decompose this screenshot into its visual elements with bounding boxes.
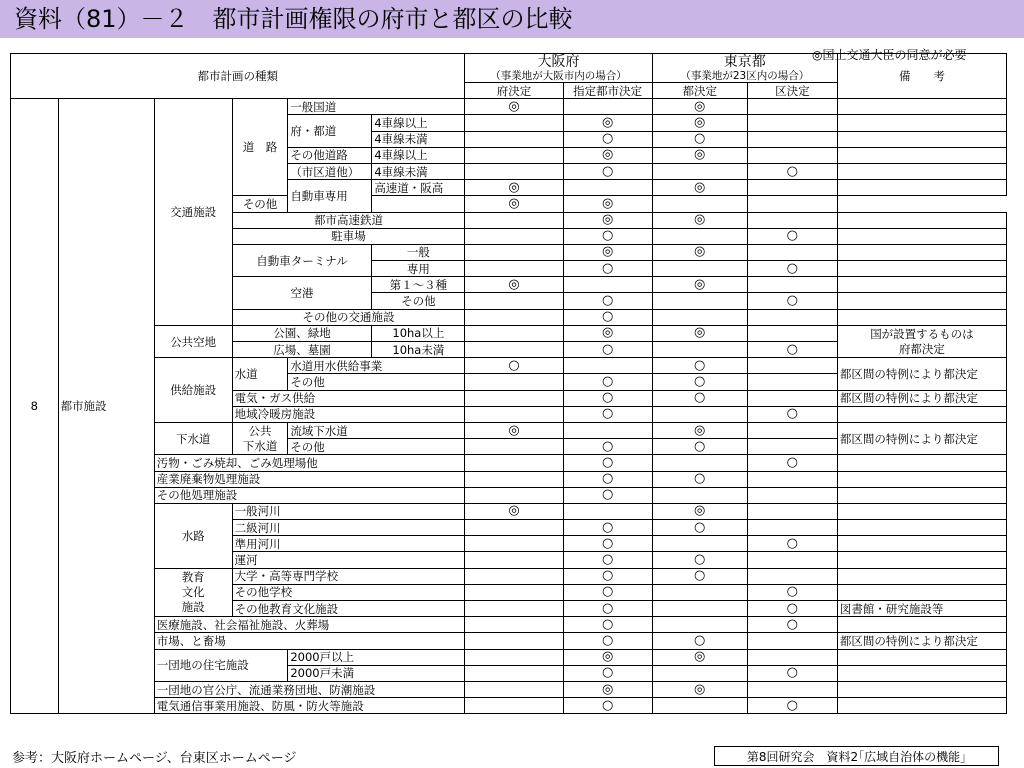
mark-cell (652, 536, 747, 552)
mark-cell (465, 293, 563, 309)
mark-cell (465, 342, 563, 358)
mark-cell: ○ (652, 439, 747, 455)
mark-cell: ◎ (652, 649, 747, 665)
mark-cell (465, 439, 563, 455)
header-osaka-title: 大阪府 (537, 54, 580, 70)
item-label: 一団地の住宅施設 (154, 649, 288, 681)
mark-cell: ○ (563, 520, 652, 536)
mark-cell: ○ (563, 698, 652, 714)
mark-cell (563, 358, 652, 374)
header-fu: 府決定 (465, 83, 563, 99)
mark-cell (563, 99, 652, 115)
mark-cell: ○ (563, 455, 652, 471)
item-sub-label: 4車線以上 (372, 115, 465, 131)
remark-cell (837, 228, 1006, 244)
table-row (11, 633, 1007, 649)
mark-cell: ○ (652, 633, 747, 649)
item-sub-label: 10ha未満 (372, 342, 465, 358)
item-sub-label: その他 (372, 293, 465, 309)
mark-cell: ◎ (652, 325, 747, 341)
remark-cell (837, 568, 1006, 584)
mark-cell: ○ (563, 309, 652, 325)
table-row (11, 358, 1007, 374)
mark-cell (652, 342, 747, 358)
remark-cell: 都区間の特例により都決定 (837, 422, 1006, 454)
comparison-table (10, 53, 1007, 714)
table-row (11, 681, 1007, 697)
category-kotsu: 交通施設 (154, 99, 232, 326)
item-sub-label: その他 (288, 374, 465, 390)
mark-cell: ◎ (652, 115, 747, 131)
mark-cell: ○ (747, 455, 837, 471)
remark-cell (837, 277, 1006, 293)
item-label: 公共 下水道 (232, 422, 288, 454)
mark-cell (652, 455, 747, 471)
mark-cell (465, 115, 563, 131)
mark-cell: ○ (563, 487, 652, 503)
mark-cell (652, 228, 747, 244)
mark-cell: ◎ (563, 244, 652, 260)
remark-cell (837, 536, 1006, 552)
remark-cell (837, 244, 1006, 260)
item-label: 一団地の官公庁、流通業務団地、防潮施設 (154, 681, 465, 697)
item-sub-label: 2000戸以上 (288, 649, 465, 665)
mark-cell (465, 601, 563, 617)
mark-cell (465, 163, 563, 179)
mark-cell (747, 131, 837, 147)
mark-cell: ◎ (652, 99, 747, 115)
table-row (11, 422, 1007, 438)
item-label: 電気・ガス供給 (232, 390, 465, 406)
item-label: 汚物・ごみ焼却、ごみ処理場他 (154, 455, 465, 471)
category-kokyo-kuchi: 公共空地 (154, 325, 232, 357)
item-sub-label: 水道用水供給事業 (288, 358, 465, 374)
table-row (11, 617, 1007, 633)
mark-cell: ○ (563, 439, 652, 455)
item-label: 大学・高等専門学校 (232, 568, 465, 584)
remark-cell (837, 455, 1006, 471)
mark-cell (465, 681, 563, 697)
table-row (11, 471, 1007, 487)
mark-cell: ○ (563, 390, 652, 406)
mark-cell: ◎ (563, 649, 652, 665)
page-title: 資料（81）－２ 都市計画権限の府市と都区の比較 (0, 0, 1024, 38)
remark-cell (837, 147, 1006, 163)
mark-cell (747, 374, 837, 390)
table-row (11, 325, 1007, 341)
mark-cell (563, 503, 652, 519)
mark-cell (465, 617, 563, 633)
header-type: 都市計画の種類 (11, 54, 465, 99)
item-label: 産業廃棄物処理施設 (154, 471, 465, 487)
mark-cell: ○ (747, 617, 837, 633)
remark-cell (837, 471, 1006, 487)
mark-cell (747, 180, 837, 196)
mark-cell (747, 422, 837, 438)
mark-cell: ○ (747, 584, 837, 600)
remark-cell (837, 552, 1006, 568)
item-label: 一般河川 (232, 503, 465, 519)
remark-cell (837, 131, 1006, 147)
mark-cell: ○ (563, 163, 652, 179)
header-to: 都決定 (652, 83, 747, 99)
mark-cell (465, 471, 563, 487)
item-sub-label: その他 (288, 439, 465, 455)
mark-cell (465, 212, 563, 228)
mark-cell: ◎ (465, 503, 563, 519)
mark-cell (465, 374, 563, 390)
mark-cell: ○ (563, 293, 652, 309)
mark-cell (747, 212, 837, 228)
mark-cell (465, 147, 563, 163)
mark-cell (652, 293, 747, 309)
item-label: 電気通信事業用施設、防風・防火等施設 (154, 698, 465, 714)
remark-cell: 国が設置するものは 府都決定 (837, 325, 1006, 357)
mark-cell (652, 617, 747, 633)
item-sub-label: 第１～３種 (372, 277, 465, 293)
mark-cell (747, 520, 837, 536)
header-osaka (465, 54, 652, 83)
mark-cell: ○ (652, 358, 747, 374)
mark-cell: ○ (747, 163, 837, 179)
mark-cell (747, 503, 837, 519)
table-row (11, 99, 1007, 115)
item-label: 公園、緑地 (232, 325, 372, 341)
remark-cell (837, 261, 1006, 277)
item-sub-label: 専用 (372, 261, 465, 277)
item-label: 運河 (232, 552, 465, 568)
header-tokyo (652, 54, 837, 83)
mark-cell (465, 520, 563, 536)
header-ku: 区決定 (747, 83, 837, 99)
mark-cell: ◎ (465, 99, 563, 115)
mark-cell (747, 309, 837, 325)
mark-cell (465, 131, 563, 147)
header-remarks: 備 考 (837, 54, 1006, 99)
mark-cell: ○ (652, 390, 747, 406)
mark-cell: ○ (747, 601, 837, 617)
table-row (11, 568, 1007, 584)
mark-cell: ○ (652, 471, 747, 487)
mark-cell: ◎ (652, 277, 747, 293)
mark-cell: ◎ (652, 422, 747, 438)
mark-cell (652, 487, 747, 503)
mark-cell (465, 568, 563, 584)
mark-cell: ○ (563, 665, 652, 681)
header-tokyo-title: 東京都 (723, 54, 766, 70)
mark-cell: ◎ (563, 681, 652, 697)
mark-cell: ○ (563, 536, 652, 552)
item-sub-label: 10ha以上 (372, 325, 465, 341)
remark-cell: 図書館・研究施設等 (837, 601, 1006, 617)
mark-cell (652, 261, 747, 277)
item-sub-label: 4車線以上 (372, 147, 465, 163)
mark-cell (465, 406, 563, 422)
mark-cell (747, 147, 837, 163)
table-row (11, 455, 1007, 471)
mark-cell: ○ (563, 584, 652, 600)
mark-cell (747, 568, 837, 584)
mark-cell (652, 601, 747, 617)
document-reference: 第8回研究会 資料2｢広域自治体の機能｣ (714, 746, 999, 766)
mark-cell (465, 390, 563, 406)
mark-cell: ◎ (465, 196, 563, 212)
mark-cell (652, 163, 747, 179)
mark-cell (652, 309, 747, 325)
remark-cell (837, 503, 1006, 519)
mark-cell (747, 552, 837, 568)
mark-cell (465, 536, 563, 552)
mark-cell (747, 649, 837, 665)
item-label: 地域冷暖房施設 (232, 406, 465, 422)
mark-cell: ○ (563, 471, 652, 487)
mark-cell (465, 261, 563, 277)
mark-cell (747, 439, 837, 455)
mark-cell: ○ (563, 374, 652, 390)
category-suiro: 水路 (154, 503, 232, 568)
remark-cell (747, 196, 837, 212)
category-gesuido: 下水道 (154, 422, 232, 454)
remark-cell (837, 487, 1006, 503)
item-sub-label: 高速道・阪高 (372, 180, 465, 196)
category-kyokyu: 供給施設 (154, 358, 232, 423)
mark-cell: ◎ (465, 180, 563, 196)
mark-cell: ◎ (563, 212, 652, 228)
header-shitei: 指定都市決定 (563, 83, 652, 99)
remark-cell (837, 309, 1006, 325)
mark-cell (747, 390, 837, 406)
item-label: 二級河川 (232, 520, 465, 536)
mark-cell: ◎ (652, 212, 747, 228)
category-doro: 道 路 (232, 99, 288, 196)
remark-cell (837, 584, 1006, 600)
mark-cell (563, 422, 652, 438)
legend-note: ◎国土交通大臣の同意が必要 (812, 48, 967, 62)
mark-cell (652, 196, 747, 212)
mark-cell: ○ (747, 293, 837, 309)
item-label: その他道路 (288, 147, 372, 163)
mark-cell (747, 487, 837, 503)
header-osaka-sub: （事業地が大阪市内の場合） (490, 70, 627, 82)
mark-cell: ◎ (652, 244, 747, 260)
mark-cell: ○ (563, 617, 652, 633)
mark-cell (747, 681, 837, 697)
remark-cell (837, 212, 1006, 228)
remark-cell (837, 406, 1006, 422)
mark-cell (747, 633, 837, 649)
mark-cell: ◎ (652, 503, 747, 519)
mark-cell (747, 277, 837, 293)
mark-cell: ○ (563, 261, 652, 277)
mark-cell (465, 455, 563, 471)
remark-cell: 都区間の特例により都決定 (837, 358, 1006, 390)
remark-cell (837, 617, 1006, 633)
item-label: 医療施設、社会福祉施設、火葬場 (154, 617, 465, 633)
mark-cell: ○ (563, 601, 652, 617)
mark-cell (563, 180, 652, 196)
mark-cell (652, 406, 747, 422)
mark-cell: ○ (563, 131, 652, 147)
mark-cell: ○ (652, 520, 747, 536)
mark-cell (747, 99, 837, 115)
mark-cell (652, 698, 747, 714)
table-row (11, 698, 1007, 714)
row-number: 8 (11, 99, 59, 714)
item-label: 一般国道 (288, 99, 465, 115)
mark-cell (563, 277, 652, 293)
mark-cell: ◎ (652, 180, 747, 196)
item-label: 水道 (232, 358, 288, 390)
mark-cell: ○ (563, 633, 652, 649)
item-sub-label: 2000戸未満 (288, 665, 465, 681)
mark-cell (465, 325, 563, 341)
mark-cell: ○ (563, 228, 652, 244)
mark-cell: ◎ (563, 147, 652, 163)
mark-cell (465, 309, 563, 325)
table-row (11, 487, 1007, 503)
remark-cell: 都区間の特例により都決定 (837, 633, 1006, 649)
remark-cell: 都区間の特例により都決定 (837, 390, 1006, 406)
item-label: 広場、墓園 (232, 342, 372, 358)
mark-cell (465, 487, 563, 503)
mark-cell: ◎ (563, 325, 652, 341)
item-label: 自動車専用 (288, 180, 372, 212)
item-sub-label: 流域下水道 (288, 422, 465, 438)
mark-cell: ◎ (563, 115, 652, 131)
remark-cell (837, 163, 1006, 179)
item-label: その他の交通施設 (232, 309, 465, 325)
mark-cell: ○ (563, 552, 652, 568)
mark-cell (372, 196, 465, 212)
mark-cell: ○ (652, 552, 747, 568)
remark-cell (837, 681, 1006, 697)
mark-cell: ◎ (563, 196, 652, 212)
mark-cell (747, 115, 837, 131)
mark-cell: ◎ (465, 422, 563, 438)
item-label: （市区道他） (288, 163, 372, 179)
mark-cell: ○ (563, 342, 652, 358)
mark-cell (747, 244, 837, 260)
mark-cell: ◎ (652, 147, 747, 163)
remark-cell (837, 293, 1006, 309)
mark-cell: ○ (652, 568, 747, 584)
remark-cell (837, 520, 1006, 536)
item-label: その他教育文化施設 (232, 601, 465, 617)
source-note: 参考：大阪府ホームページ、台東区ホームページ (12, 751, 297, 766)
mark-cell (747, 358, 837, 374)
item-label: 市場、と畜場 (154, 633, 465, 649)
item-label: 準用河川 (232, 536, 465, 552)
remark-cell (837, 180, 1006, 196)
mark-cell: ○ (747, 228, 837, 244)
item-sub-label: 一般 (372, 244, 465, 260)
item-label: 空港 (232, 277, 372, 309)
mark-cell (465, 584, 563, 600)
remark-cell (837, 698, 1006, 714)
mark-cell: ○ (563, 406, 652, 422)
mark-cell: ○ (747, 698, 837, 714)
item-sub-label: 4車線未満 (372, 163, 465, 179)
mark-cell (465, 698, 563, 714)
item-label: その他学校 (232, 584, 465, 600)
item-label: 駐車場 (232, 228, 465, 244)
remark-cell (837, 665, 1006, 681)
mark-cell (465, 649, 563, 665)
mark-cell: ○ (747, 406, 837, 422)
mark-cell: ◎ (465, 277, 563, 293)
item-sub-label: 4車線未満 (372, 131, 465, 147)
item-label: 府・都道 (288, 115, 372, 147)
mark-cell (465, 665, 563, 681)
mark-cell: ◎ (652, 681, 747, 697)
table-row (11, 649, 1007, 665)
remark-cell (837, 115, 1006, 131)
table-row (11, 503, 1007, 519)
remark-cell (837, 649, 1006, 665)
mark-cell (747, 325, 837, 341)
mark-cell (652, 665, 747, 681)
category-kyoiku-bunka: 教育 文化 施設 (154, 568, 232, 617)
mark-cell (465, 244, 563, 260)
mark-cell: ○ (563, 568, 652, 584)
header-tokyo-sub: （事業地が23区内の場合） (680, 70, 810, 82)
mark-cell (465, 228, 563, 244)
mark-cell (465, 552, 563, 568)
mark-cell (747, 471, 837, 487)
item-label: 都市高速鉄道 (232, 212, 465, 228)
item-label: その他処理施設 (154, 487, 465, 503)
mark-cell: ○ (747, 665, 837, 681)
mark-cell (465, 633, 563, 649)
mark-cell: ○ (747, 261, 837, 277)
mark-cell: ○ (652, 374, 747, 390)
mark-cell: ○ (652, 131, 747, 147)
mark-cell: ○ (747, 536, 837, 552)
item-sub-label: その他 (232, 196, 288, 212)
mark-cell: ○ (747, 342, 837, 358)
remark-cell (837, 99, 1006, 115)
mark-cell (652, 584, 747, 600)
category-toshi-shisetsu: 都市施設 (58, 99, 154, 714)
mark-cell: ○ (465, 358, 563, 374)
item-label: 自動車ターミナル (232, 244, 372, 276)
